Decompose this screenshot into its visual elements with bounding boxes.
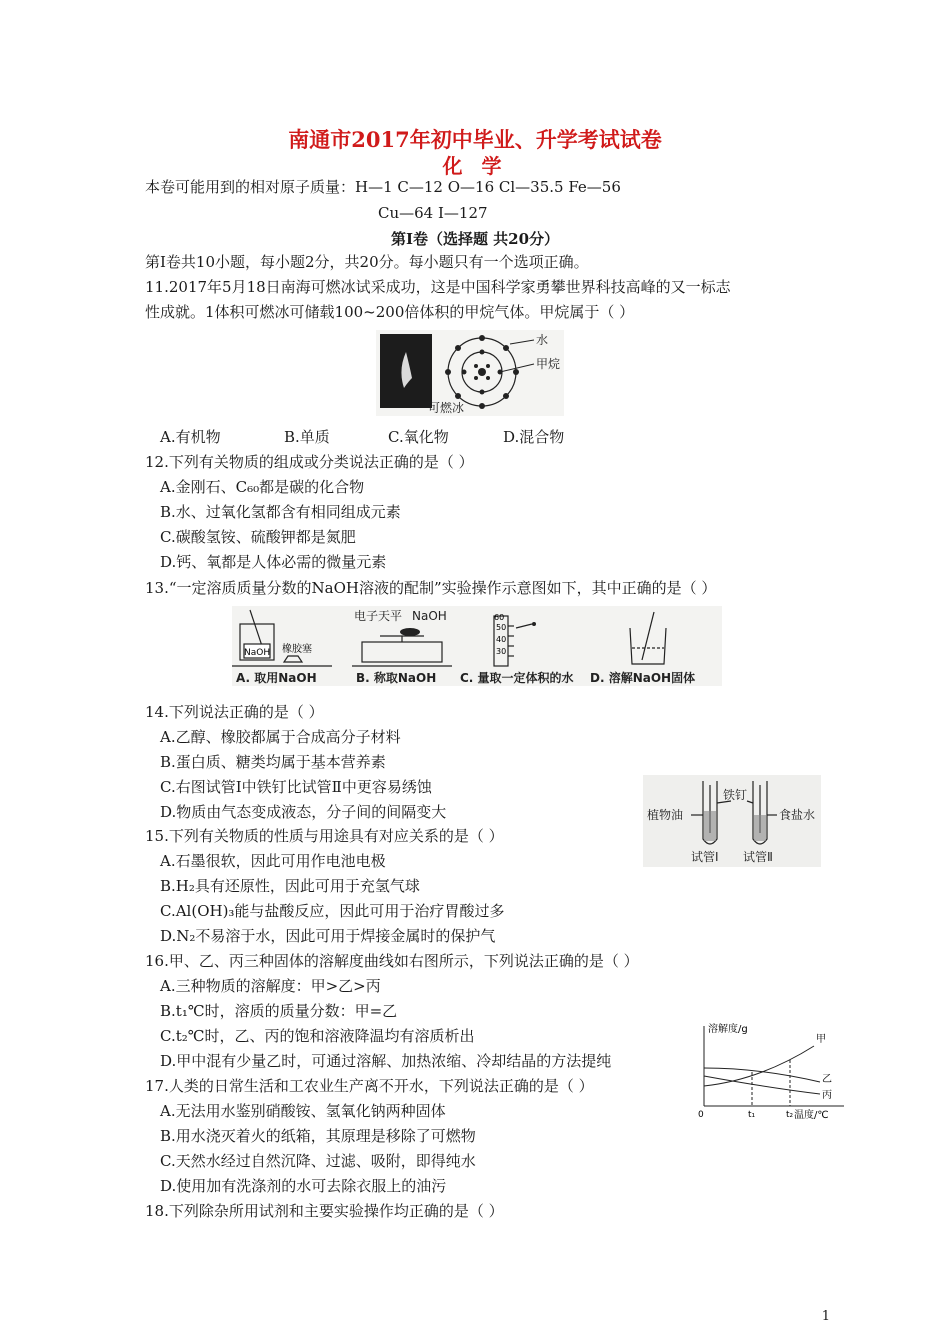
q14-option-c: C.右图试管Ⅰ中铁钉比试管Ⅱ中更容易绣蚀 — [160, 778, 432, 796]
q14-stem: 14.下列说法正确的是（ ） — [145, 703, 324, 721]
q12-option-d: D.钙、氧都是人体必需的微量元素 — [160, 553, 387, 571]
naoh-preparation-figure — [232, 606, 722, 686]
q16-option-a: A.三种物质的溶解度：甲>乙>丙 — [160, 977, 381, 995]
q11-option-a: A.有机物 — [160, 428, 221, 446]
figure-b-caption: B. 称取NaOH — [356, 671, 437, 685]
cylinder-tick-50: 50 — [496, 623, 507, 632]
atomic-masses-line-2: Cu—64 I—127 — [378, 204, 488, 222]
q13-stem: 13.“一定溶质质量分数的NaOH溶液的配制”实验操作示意图如下，其中正确的是（ ） — [145, 579, 717, 597]
figure-label-water: 水 — [536, 333, 549, 347]
cylinder-tick-60: 60 — [494, 613, 505, 622]
combustible-ice-figure — [376, 330, 564, 416]
q12-option-b: B.水、过氧化氢都含有相同组成元素 — [160, 503, 401, 521]
section-note: 第Ⅰ卷共10小题，每小题2分，共20分。每小题只有一个选项正确。 — [145, 253, 589, 271]
q16-option-b: B.t₁℃时，溶质的质量分数：甲=乙 — [160, 1002, 398, 1020]
graph-bing-label: 丙 — [822, 1090, 832, 1101]
figure-d-caption: D. 溶解NaOH固体 — [590, 671, 696, 685]
q11-stem-line-2: 性成就。1体积可燃冰可储载100~200倍体积的甲烷气体。甲烷属于（ ） — [145, 303, 635, 321]
q16-option-d: D.甲中混有少量乙时，可通过溶解、加热浓缩、冷却结晶的方法提纯 — [160, 1052, 612, 1070]
atomic-masses-line-1: 本卷可能用到的相对原子质量：H—1 C—12 O—16 Cl—35.5 Fe—56 — [145, 178, 621, 196]
q12-option-a: A.金刚石、C₆₀都是碳的化合物 — [160, 478, 365, 496]
graph-yi-label: 乙 — [822, 1074, 832, 1085]
balance-label: 电子天平 — [354, 609, 403, 623]
figure-label-methane: 甲烷 — [536, 357, 561, 371]
q11-option-b: B.单质 — [284, 428, 330, 446]
q14-option-d: D.物质由气态变成液态，分子间的间隔变大 — [160, 803, 447, 821]
section-title: 第Ⅰ卷（选择题 共20分） — [390, 230, 560, 248]
q12-stem: 12.下列有关物质的组成或分类说法正确的是（ ） — [145, 453, 474, 471]
q14-option-b: B.蛋白质、糖类均属于基本营养素 — [160, 753, 386, 771]
q11-stem-line-1: 11.2017年5月18日南海可燃冰试采成功，这是中国科学家勇攀世界科技高峰的又一标志 — [145, 278, 731, 296]
subject-title: 化 学 — [442, 154, 508, 178]
q14-option-a: A.乙醇、橡胶都属于合成高分子材料 — [160, 728, 401, 746]
label-iron-nail: 铁钉 — [723, 788, 748, 802]
figure-a-caption: A. 取用NaOH — [236, 671, 317, 685]
cylinder-tick-40: 40 — [496, 635, 507, 644]
naoh-bottle-label: NaOH — [244, 648, 271, 658]
graph-t1-label: t₁ — [748, 1110, 756, 1120]
q18-stem: 18.下列除杂所用试剂和主要实验操作均正确的是（ ） — [145, 1202, 504, 1220]
exam-title: 南通市2017年初中毕业、升学考试试卷 — [288, 127, 662, 152]
graph-t2-label: t₂ — [786, 1110, 794, 1120]
page-number: 1 — [821, 1309, 830, 1324]
solubility-curve-figure — [690, 1020, 850, 1120]
test-tubes-figure — [643, 775, 821, 867]
q15-option-d: D.N₂不易溶于水，因此可用于焊接金属时的保护气 — [160, 927, 496, 945]
cylinder-tick-30: 30 — [496, 647, 507, 656]
q11-option-d: D.混合物 — [503, 428, 565, 446]
figure-caption-combustible-ice: 可燃冰 — [428, 401, 465, 415]
graph-y-axis-label: 溶解度/g — [708, 1024, 748, 1035]
q12-option-c: C.碳酸氢铵、硫酸钾都是氮肥 — [160, 528, 356, 546]
label-tube-2: 试管Ⅱ — [743, 850, 773, 864]
q17-option-c: C.天然水经过自然沉降、过滤、吸附，即得纯水 — [160, 1152, 476, 1170]
q15-option-b: B.H₂具有还原性，因此可用于充氢气球 — [160, 877, 420, 895]
q15-option-a: A.石墨很软，因此可用作电池电极 — [160, 852, 386, 870]
q17-stem: 17.人类的日常生活和工农业生产离不开水，下列说法正确的是（ ） — [145, 1077, 594, 1095]
q16-stem: 16.甲、乙、丙三种固体的溶解度曲线如右图所示，下列说法正确的是（ ） — [145, 952, 639, 970]
q16-option-c: C.t₂℃时，乙、丙的饱和溶液降温均有溶质析出 — [160, 1027, 475, 1045]
graph-jia-label: 甲 — [816, 1034, 826, 1045]
figure-c-caption: C. 量取一定体积的水 — [460, 671, 574, 685]
q17-option-b: B.用水浇灭着火的纸箱，其原理是移除了可燃物 — [160, 1127, 476, 1145]
label-salt-water: 食盐水 — [779, 808, 816, 822]
rubber-stopper-label: 橡胶塞 — [282, 644, 312, 655]
q15-stem: 15.下列有关物质的性质与用途具有对应关系的是（ ） — [145, 827, 504, 845]
q17-option-a: A.无法用水鉴别硝酸铵、氢氧化钠两种固体 — [160, 1102, 446, 1120]
graph-origin-label: 0 — [698, 1110, 704, 1120]
q15-option-c: C.Al(OH)₃能与盐酸反应，因此可用于治疗胃酸过多 — [160, 902, 505, 920]
naoh-pan-label: NaOH — [412, 609, 447, 623]
q17-option-d: D.使用加有洗涤剂的水可去除衣服上的油污 — [160, 1177, 447, 1195]
label-tube-1: 试管Ⅰ — [691, 850, 719, 864]
q11-option-c: C.氧化物 — [388, 428, 449, 446]
graph-x-axis-label: 温度/℃ — [794, 1110, 829, 1120]
label-vegetable-oil: 植物油 — [647, 808, 684, 822]
